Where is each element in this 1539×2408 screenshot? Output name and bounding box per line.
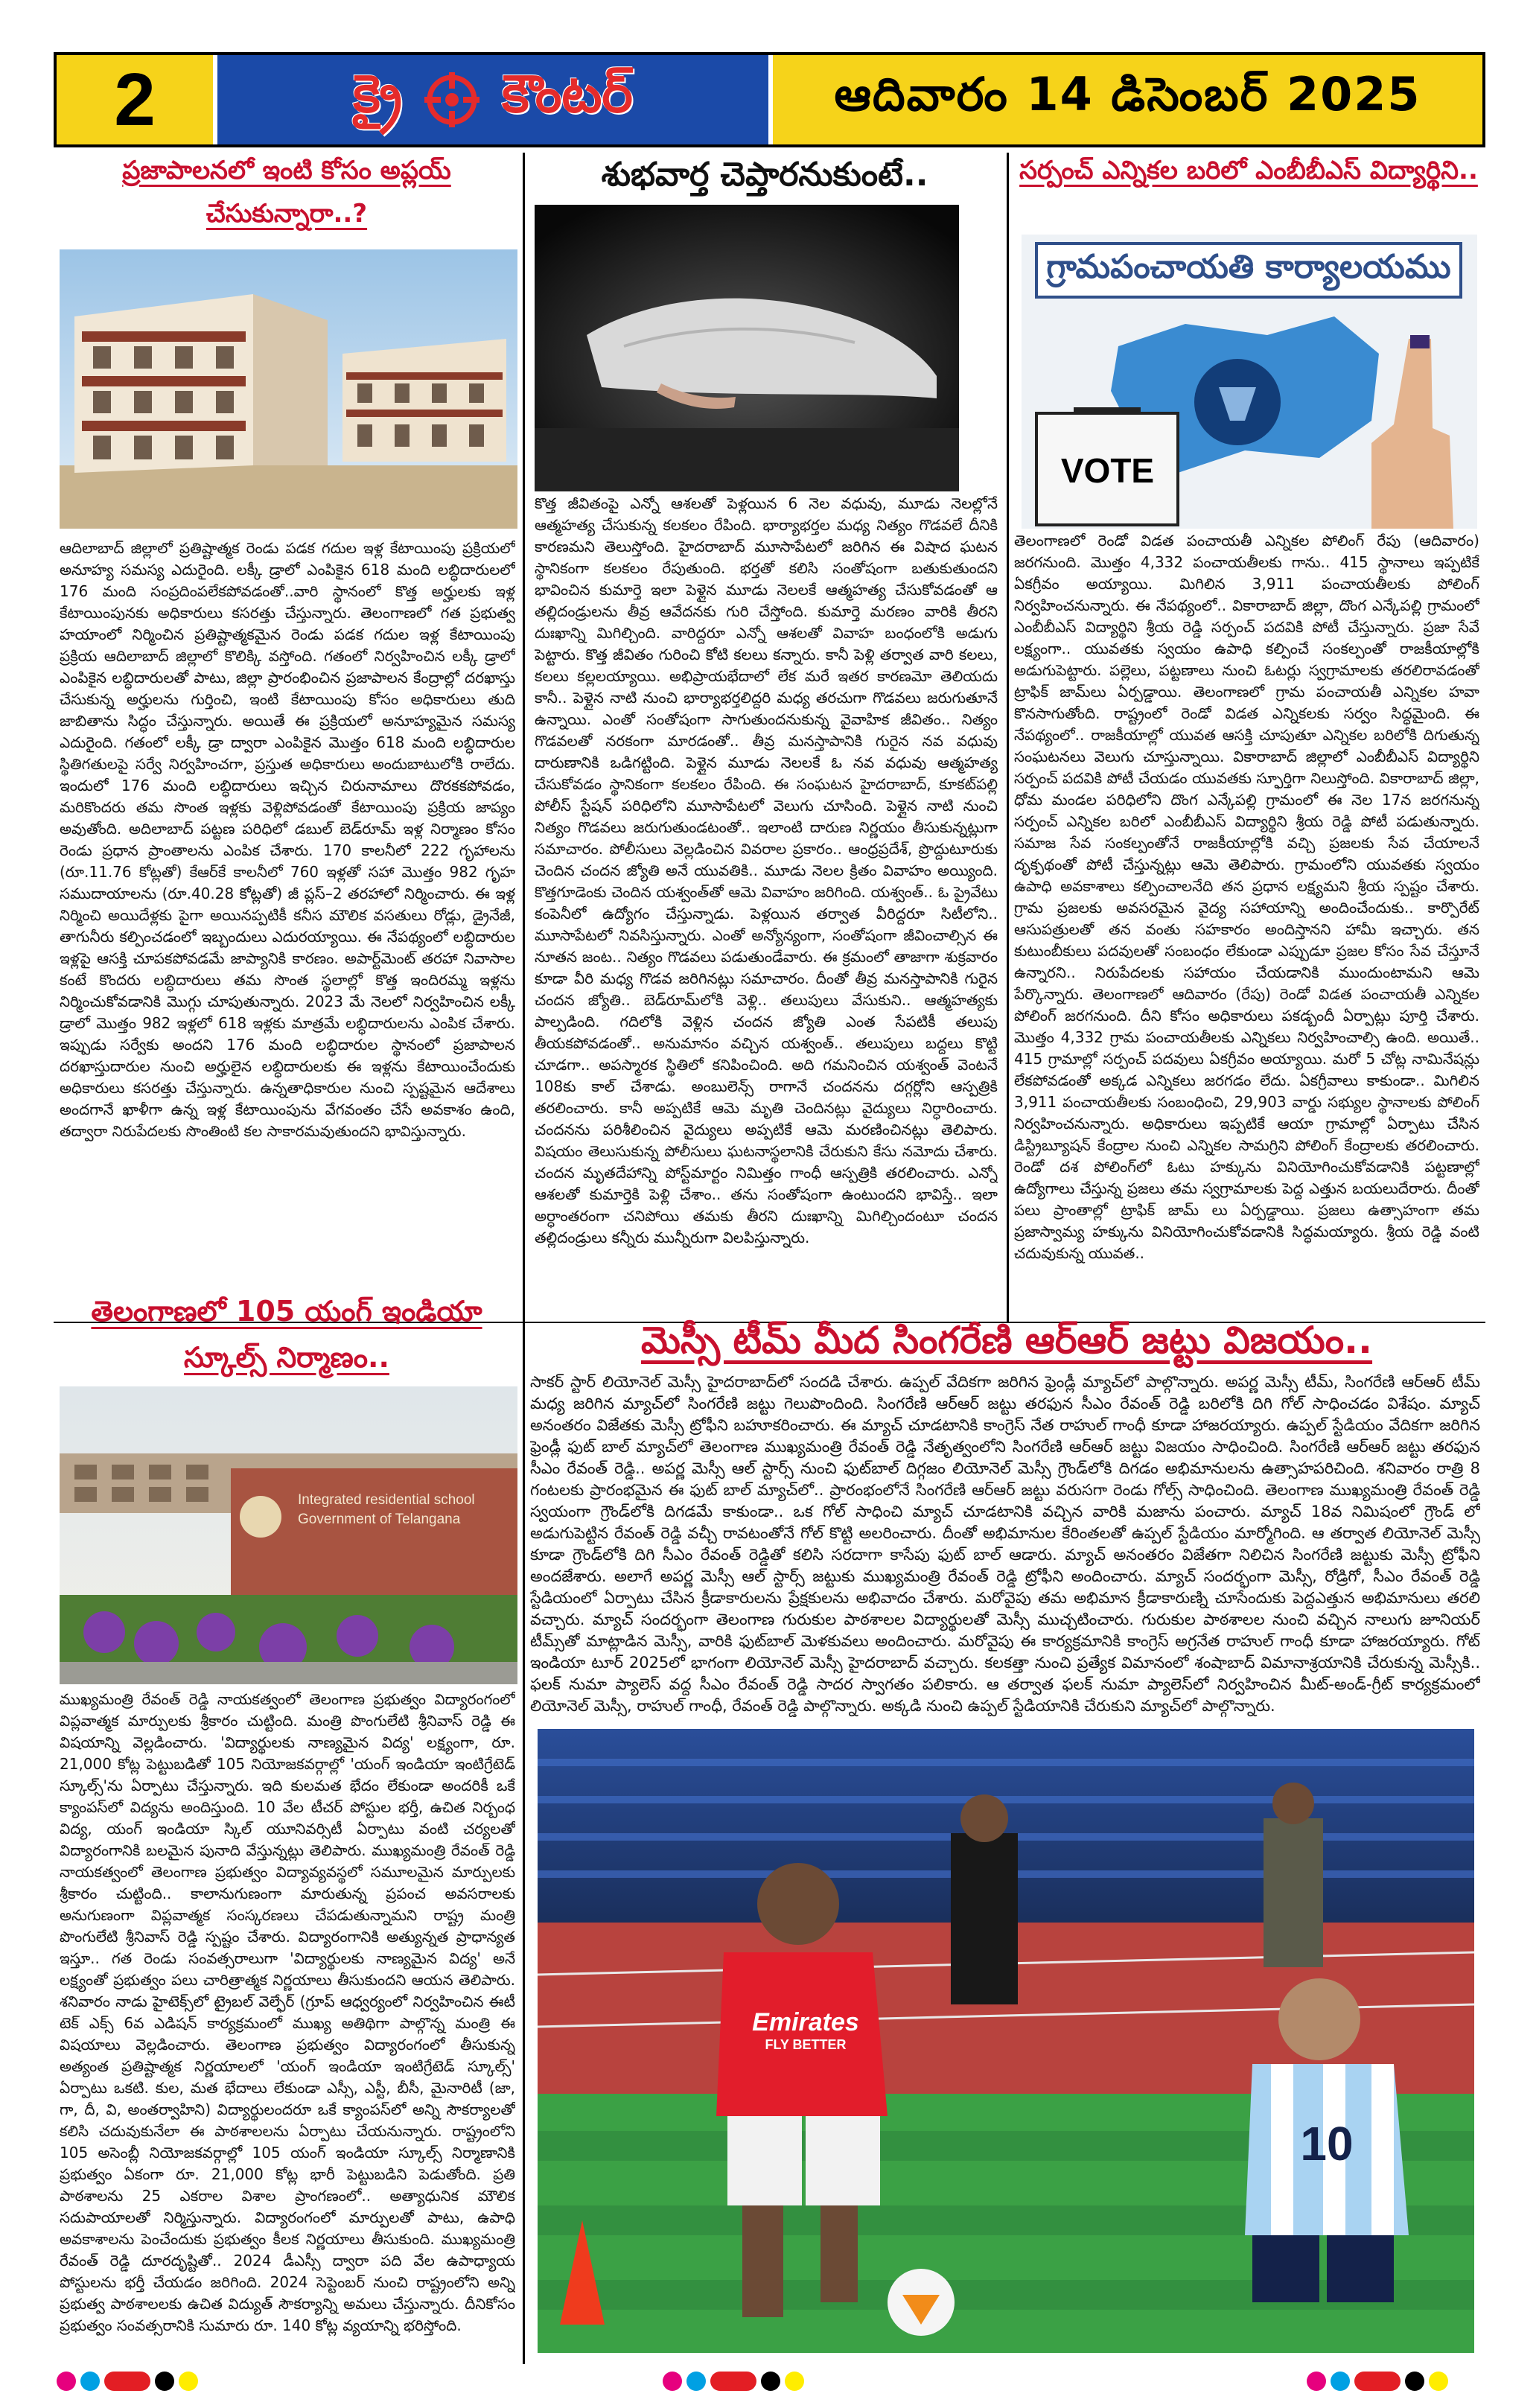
color-bar-center <box>663 2372 804 2391</box>
messi-body <box>530 1372 1480 1725</box>
sarpanch-body-text: తెలంగాణలో రెండో విడత పంచాయతీ ఎన్నికల పోలింగ్ రేపు (ఆదివారం) జరగనుంది. మొత్తం 4,332 పంచాయతీలకు గాను.. 415 స్థానాలు ఇప్పటికే ఏకగ్రీవం అయ్యాయి. మిగిలిన 3,911 పంచాయతీలకు పోలింగ్ నిర్వహించనున్నారు. ఈ నేపథ్యంలో.. వికారాబాద్ జిల్లా, దొంగ ఎన్కేపల్లి గ్రామంలో ఎంబీబీఎస్ విద్యార్థిని శ్రీయ రెడ్డి సర్పంచ్ పదవికి పోటీ చేస్తున్నారు. ప్రజా సేవే లక్ష్యంగా.. యువతకు స్వయం ఉపాధి కల్పించే సంకల్పంతో రాజకీయాల్లోకి అడుగుపెట్టారు. పల్లెలు, పట్టణాలు నుంచి ఓటర్లు స్వగ్రామాలకు తరలిరావడంతో ట్రాఫిక్ జామ్‌లు ఏర్పడ్డాయి. తెలంగాణలో గ్రామ పంచాయతీ ఎన్నికల హవా కొనసాగుతోంది. రాష్ట్రంలో రెండో విడత ఎన్నికలకు సర్వం సిద్ధమైంది. ఈ నేపథ్యంలో.. రాజకీయాల్లో యువత ఆసక్తి చూపుతూ ఎన్నికల బరిలోకి దిగుతున్న సంఘటనలు వెలుగు చూస్తున్నాయి. వికారాబాద్ జిల్లాలో ఎంబీబీఎస్ విద్యార్థిని సర్పంచ్ పదవికి పోటీ చేయడం యువతకు స్ఫూర్తిగా నిలుస్తోంది. వికారాబాద్ జిల్లా, ధోమ మండల పరిధిలోని దొంగ ఎన్కేపల్లి గ్రామంలో ఈ నెల 17న జరగనున్న సర్పంచ్ ఎన్నికల బరిలో ఎంబీబీఎస్ విద్యార్థిని శ్రీయ రెడ్డి పోటీ పడుతున్నారు. సమాజ సేవ సంకల్పంతోనే రాజకీయాల్లోకి వచ్చి ప్రజలకు సేవ చేయాలనే దృక్పథంతో పోటీ చేస్తున్నట్లు ఆమె తెలిపారు. గ్రామంలోని యువతకు స్వయం ఉపాధి అవకాశాలు కల్పించాలనేది తన ప్రధాన లక్ష్యమని శ్రీయ స్పష్టం చేశారు. గ్రామ ప్రజలకు అవసరమైన వైద్య సహాయాన్ని అందించేందుకు.. కార్పొరేట్ ఆసుపత్రులతో తన వంతు సహకారం అందిస్తానని హామీ ఇచ్చారు. తన కుటుంబీకులు పదవులతో సంబంధం లేకుండా ఎప్పుడూ ప్రజల కోసం సేవ చేస్తూనే ఉన్నారని.. నిరుపేదలకు సహాయం చేయడానికి ముందుంటామని ఆమె పేర్కొన్నారు. తెలంగాణలో ఆదివారం (రేపు) రెండో విడత పంచాయతీ ఎన్నికల పోలింగ్ జరగనుంది. దీని కోసం అధికారులు పకడ్బందీ ఏర్పాట్లు పూర్తి చేశారు. మొత్తం 4,332 గ్రామ పంచాయతీలకు ఎన్నికలు నిర్వహించాల్సి ఉంది. అయితే.. 415 గ్రామాల్లో సర్పంచ్ పదవులు ఏకగ్రీవం అయ్యాయి. మరో 5 చోట్ల నామినేషన్లు లేకపోవడంతో అక్కడ ఎన్నికలు జరగడం లేదు. ఏకగ్రీవాలు కాకుండా.. మిగిలిన 3,911 పంచాయతీలకు సంబంధించి, 29,903 వార్డు సభ్యుల స్థానాలకు పోలింగ్ నిర్వహించనున్నారు. అధికారులు ఇప్పటికే ఆయా గ్రామాల్లో ఏర్పాటు చేసిన డిస్ట్రిబ్యూషన్ కేంద్రాల నుంచి ఎన్నికల సామగ్రిని పోలింగ్ కేంద్రాలకు తరలించారు. రెండో దశ పోలింగ్‌లో ఓటు హక్కును వినియోగించుకోవడానికి పట్టణాల్లో ఉద్యోగాలు చేస్తున్న ప్రజలు తమ స్వగ్రామాలకు పెద్ద ఎత్తున బయలుదేరారు. దీంతో పలు ప్రాంతాల్లో ట్రాఫిక్ జామ్ లు ఏర్పడ్డాయి. ప్రజలు ఉత్సాహంగా తమ ప్రజాస్వామ్య హక్కును వినియోగించుకోవడానికి సిద్ధమయ్యారు. శ్రీయ రెడ్డి వంటి చదువుకున్న యువత.. <box>1014 532 1479 1262</box>
issue-date: ఆదివారం 14 డిసెంబర్ 2025 <box>773 55 1482 144</box>
death-photo <box>535 205 959 491</box>
sarpanch-photo <box>1022 235 1477 529</box>
messi-photo <box>538 1729 1474 2353</box>
messi-body-text: సాకర్ స్టార్ లియోనెల్ మెస్సీ హైదరాబాద్‌లో సందడి చేశారు. ఉప్పల్ వేదికగా జరిగిన ఫ్రెండ్లీ మ్యాచ్‌లో పాల్గొన్నారు. అపర్ణ మెస్సీ టీమ్, సింగరేణి ఆర్ఆర్ టీమ్ మధ్య జరిగిన మ్యాచ్‌లో సింగరేణి జట్టు గెలుపొందింది. సింగరేణి ఆర్ఆర్ జట్టు తరఫున సీఎం రేవంత్ రెడ్డి బరిలోకి దిగి గోల్ సాధించడం విశేషం. మ్యాచ్ అనంతరం విజేతకు మెస్సీ ట్రోఫీని బహూకరించారు. ఈ మ్యాచ్ చూడటానికి కాంగ్రెస్ నేత రాహుల్ గాంధీ కూడా హాజరయ్యారు. ఉప్పల్ స్టేడియం వేదికగా జరిగిన ఫ్రెండ్లీ ఫుట్ బాల్ మ్యాచ్‌లో తెలంగాణ ముఖ్యమంత్రి రేవంత్ రెడ్డి నేతృత్వంలోని సింగరేణి ఆర్ఆర్ జట్టు విజయం సాధించింది. సింగరేణి ఆర్ఆర్ జట్టు తరఫున సీఎం రేవంత్ రెడ్డి.. అపర్ణ మెస్సీ ఆల్ స్టార్స్ నుంచి ఫుట్‌బాల్ దిగ్గజం లియోనెల్ మెస్సీ గ్రౌండ్‌లోకి దిగడం అభిమానులను ఉత్సాహపరిచింది. శనివారం రాత్రి 8 గంటలకు ప్రారంభమైన ఈ ఫుట్ బాల్ మ్యాచ్‌లో.. ప్రారంభంలోనే సింగరేణి ఆర్ఆర్ జట్టు వరుసగా రెండు గోల్స్ సాధించింది. తెలంగాణ ముఖ్యమంత్రి రేవంత్ రెడ్డి స్వయంగా గ్రౌండ్‌లోకి దిగడమే కాకుండా.. ఒక గోల్ సాధించి మ్యాచ్ చూడటానికి వచ్చిన వారికి మజాను పంచారు. మ్యాచ్ 18వ నిమిషంలో గ్రౌండ్ లో అడుగుపెట్టిన రేవంత్ రెడ్డి వచ్చీ రావటంతోనే గోల్ కొట్టి అలరించారు. దీంతో అభిమానుల కేరింతలతో ఉప్పల్ స్టేడియం మార్మోగింది. ఆ తర్వాత లియోనెల్ మెస్సీ కూడా గ్రౌండ్‌లోకి దిగి సీఎం రేవంత్ రెడ్డితో కలిసి సరదాగా కాసేపు ఫుట్ బాల్ ఆడారు. మ్యాచ్ అనంతరం విజేతగా నిలిచిన సింగరేణి జట్టుకు మెస్సీ ట్రోఫీని అందజేశారు. అలాగే అపర్ణ మెస్సీ ఆల్ స్టార్స్ జట్టుకు ముఖ్యమంత్రి రేవంత్ రెడ్డి ట్రోఫీని అందించారు. మ్యాచ్ సందర్భంగా మెస్సీ, రోడ్రిగో, సీఎం రేవంత్ రెడ్డి స్టేడియంలో ఏర్పాటు చేసిన క్రీడాకారులను ప్రేక్షకులను అభివాదం చేశారు. మరోవైపు తమ అభిమాన క్రీడాకారుణ్ని చూసేందుకు పెద్దఎత్తున అభిమానులు తరలి వచ్చారు. మ్యాచ్ సందర్భంగా తెలంగాణ గురుకుల పాఠశాలల విద్యార్థులతో మెస్సీ ముచ్చటించారు. గురుకుల పాఠశాలల నుంచి వచ్చిన నాలుగు జూనియర్ టీమ్స్‌తో మాట్లాడిన మెస్సీ, వారికి ఫుట్‌బాల్ మెళకువలు అందించారు. మరోవైపు ఈ కార్యక్రమానికి కాంగ్రెస్ అగ్రనేత రాహుల్ గాంధీ కూడా హాజరయ్యారు. గోట్ ఇండియా టూర్ 2025లో భాగంగా లియోనెల్ మెస్సీ హైదరాబాద్ వచ్చారు. కలకత్తా నుంచి ప్రత్యేక విమానంలో శంషాబాద్ విమానాశ్రయానికి చేరుకున్న మెస్సీకి.. ఫలక్ నుమా ప్యాలెస్ వద్ద సీఎం రేవంత్ రెడ్డి సాదర స్వాగతం పలికారు. ఆ తర్వాత ఫలక్ నుమా ప్యాలెస్‌లో నిర్వహించిన మీట్-అండ్-గ్రీట్ కార్యక్రమంలో లియోనెల్ మెస్సీ, రాహుల్ గాంధీ, రేవంత్ రెడ్డి పాల్గొన్నారు. అక్కడి నుంచి ఉప్పల్ స్టేడియానికి చేరుకుని మ్యాచ్‌లో పాల్గొన్నారు. <box>530 1373 1480 1715</box>
death-body <box>535 493 998 1308</box>
death-body-text: కొత్త జీవితంపై ఎన్నో ఆశలతో పెళ్లయిన 6 నెల వధువు, మూడు నెలల్లోనే ఆత్మహత్య చేసుకున్న కలకలం రేపింది. భార్యాభర్తల మధ్య నిత్యం గొడవలే దీనికి కారణమని తెలుస్తోంది. హైదరాబాద్ మూసాపేటలో జరిగిన ఈ విషాద ఘటన స్థానికంగా కలకలం రేపుతుంది. భర్తతో కలిసి సంతోషంగా బతుకుతుందని భావించిన కుమార్తె ఇలా పెళ్లైన మూడు నెలలకే ఆత్మహత్య చేసుకోవడంతో ఆ తల్లిదండ్రులను తీవ్ర ఆవేదనకు గురి చేస్తోంది. కుమార్తె మరణం వారికి తీరని దుఃఖాన్ని మిగిల్చింది. వారిద్దరూ ఎన్నో ఆశలతో వివాహ బంధంలోకి అడుగు పెట్టారు. కొత్త జీవితం గురించి కోటి కలలు కన్నారు. కానీ పెళ్లి తర్వాత వారి కలలు, కలలు కల్లలయ్యాయి. అభిప్రాయభేదాలో లేక మరే ఇతర కారణమో తెలియదు కానీ.. పెళ్లైన నాటి నుంచి భార్యాభర్తలిద్దరి మధ్య తరచుగా గొడవలు జరుగుతూనే ఉన్నాయి. ఎంతో సంతోషంగా సాగుతుందనుకున్న వైవాహిక జీవితం.. నిత్యం గొడవలతో నరకంగా మారడంతో.. తీవ్ర మనస్తాపానికి గురైన నవ వధువు దారుణానికి ఒడిగట్టింది. పెళ్లైన మూడు నెలలకే ఓ నవ వధువు ఆత్మహత్య చేసుకోవడం స్థానికంగా కలకలం రేపింది. ఈ సంఘటన హైదరాబాద్, కూకట్‌పల్లి పోలీస్ స్టేషన్ పరిధిలోని మూసాపేటలో వెలుగు చూసింది. పెళ్లైన నాటి నుంచి నిత్యం గొడవలు జరుగుతుండటంతో.. ఇలాంటి దారుణ నిర్ణయం తీసుకున్నట్లుగా సమాచారం. పోలీసులు వెల్లడించిన వివరాల ప్రకారం.. ఆంధ్రప్రదేశ్, ప్రొద్దుటూరుకు చెందిన చందన జ్యోతి అనే యువతికి.. మూడు నెలల క్రితం వివాహం అయ్యింది. కొత్తగూడెంకు చెందిన యశ్వంత్‌తో ఆమె వివాహం జరిగింది. యశ్వంత్.. ఓ ప్రైవేటు కంపెనీలో ఉద్యోగం చేస్తున్నాడు. పెళ్లయిన తర్వాత వీరిద్దరూ సిటీలోని.. మూసాపేటలో నివసిస్తున్నారు. ఎంతో అన్యోన్యంగా, సంతోషంగా జీవించాల్సిన ఈ నూతన జంట.. నిత్యం గొడవలు పడుతుండేవారు. ఈ క్రమంలో తాజాగా శుక్రవారం కూడా వీరి మధ్య గొడవ జరిగినట్లు సమాచారం. దీంతో తీవ్ర మనస్తాపానికి గురైన చందన జ్యోతి.. బెడ్‌రూమ్‌లోకి వెళ్లి.. తలుపులు వేసుకుని.. ఆత్మహత్యకు పాల్పడింది. గదిలోకి వెళ్లిన చందన జ్యోతి ఎంత సేపటికీ తలుపు తీయకపోవడంతో.. అనుమానం వచ్చిన యశ్వంత్.. తలుపులు బద్దలు కొట్టి చూడగా.. అపస్మారక స్థితిలో కనిపించింది. అది గమనించిన యశ్వంత్ వెంటనే 108కు కాల్ చేశాడు. అంబులెన్స్ రాగానే చందనను దగ్గర్లోని ఆస్పత్రికి తరలించారు. కానీ అప్పటికే ఆమె మృతి చెందినట్లు వైద్యులు నిర్ధారించారు. చందనను పరిశీలించిన వైద్యులు అప్పటికే ఆమె మరణించినట్లు తెలిపారు. విషయం తెలుసుకున్న పోలీసులు ఘటనాస్థలానికి చేరుకుని కేసు నమోదు చేశారు. చందన మృతదేహాన్ని పోస్ట్‌మార్టం నిమిత్తం గాంధీ ఆస్పత్రికి తరలించారు. ఎన్నో ఆశలతో కుమార్తెకి పెళ్లి చేశాం.. తను సంతోషంగా ఉంటుందని భావిస్తే.. ఇలా అర్ధాంతరంగా చనిపోయి తమకు తీరని దుఃఖాన్ని మిగిల్చిందంటూ చందన తల్లిదండ్రులు కన్నీరు మున్నీరుగా విలపిస్తున్నారు. <box>535 494 998 1246</box>
jersey-brand: Emirates <box>752 2008 859 2036</box>
shirt-number: 10 <box>1300 2117 1354 2170</box>
logo-word-2: కౌంటర్ <box>502 63 633 124</box>
schools-photo <box>60 1386 517 1684</box>
column-divider-left <box>523 153 525 1322</box>
housing-body <box>60 538 515 1282</box>
column-divider-right <box>1007 153 1009 1322</box>
crosshair-icon <box>423 71 481 129</box>
sarpanch-body <box>1014 530 1479 1308</box>
messi-headline: మెస్సీ టీమ్ మీద సింగరేణి ఆర్ఆర్ జట్టు విజయం.. <box>640 1319 1373 1362</box>
panchayat-sign: గ్రామపంచాయతి కార్యాలయము <box>1046 248 1451 286</box>
column-divider-bottom <box>523 1322 525 2364</box>
school-sign-line-2: Government of Telangana <box>298 1512 461 1527</box>
school-sign-line-1: Integrated residential school <box>298 1492 475 1508</box>
logo <box>217 55 768 144</box>
color-bar-left <box>57 2372 198 2391</box>
jersey-sub: FLY BETTER <box>765 2037 847 2052</box>
housing-headline: ప్రజాపాలనలో ఇంటి కోసం అప్లయ్ చేసుకున్నారా..? <box>122 156 451 229</box>
vote-box-label: VOTE <box>1060 451 1155 490</box>
housing-photo <box>60 249 517 529</box>
housing-body-text: ఆదిలాబాద్ జిల్లాలో ప్రతిష్టాత్మక రెండు పడక గదుల ఇళ్ల కేటాయింపు ప్రక్రియలో అనూహ్య సమస్య ఎదురైంది. లక్కీ డ్రాలో ఎంపికైన 618 మంది లబ్ధిదారులలో 176 మంది సంప్రదింపలేకపోవడంతో..వారి స్థానంలో కొత్త అర్హులకు ఇళ్ల కేటాయింపునకు అధికారులు కసరత్తు చేస్తున్నారు. తెలంగాణలో గత ప్రభుత్వ హయాంలో నిర్మించిన ప్రతిష్టాత్మకమైన రెండు పడక గదుల ఇళ్ల కేటాయింపు ప్రక్రియ ఆదిలాబాద్ జిల్లాలో కొలిక్కి వస్తోంది. గతంలో నిర్వహించిన లక్కీ డ్రాలో ఎంపికైన లబ్ధిదారులతో పాటు, జిల్లా ప్రారంభించిన ప్రజాపాలన కేంద్రాల్లో దరఖాస్తు చేసుకున్న అర్హులను గుర్తించి, ఇంటి కేటాయింపు కోసం అధికారులు తుది జాబితాను సిద్ధం చేస్తున్నారు. అయితే ఈ ప్రక్రియలో అనూహ్యమైన సమస్య ఎదురైంది. గతంలో లక్కీ డ్రా ద్వారా ఎంపికైన మొత్తం 618 మంది లబ్ధిదారుల స్థితిగతులపై సర్వే నిర్వహించగా, ప్రస్తుత అధికారులు అందుబాటులోకి రాలేదు. ఇందులో 176 మంది లబ్ధిదారులు ఇచ్చిన చిరునామాలు దొరకకపోవడం, మరికొందరు తమ సొంత ఇళ్లకు వెళ్లిపోవడంతో కేటాయింపు ప్రక్రియ జాప్యం అవుతోంది. అదిలాబాద్ పట్టణ పరిధిలో డబుల్ బెడ్‌రూమ్ ఇళ్ల నిర్మాణం కోసం రెండు ప్రధాన ప్రాంతాలను ఎంపిక చేశారు. 170 కాలనీలో 222 గృహాలను (రూ.11.76 కోట్లతో) కేఆర్‌కే కాలనీలో 760 ఇళ్లతో సహా మొత్తం 982 గృహ సముదాయాలను (రూ.40.28 కోట్లతో) జీ ప్లస్–2 తరహాలో నిర్మించారు. ఈ ఇళ్ల నిర్మించి అయిదేళ్లకు పైగా అయినప్పటికీ కనీస మౌలిక వసతులు రోడ్లు, డ్రైనేజీ, తాగునీరు కల్పించడంలో ఇబ్బందులు ఎదురయ్యాయి. ఈ నేపథ్యంలో లబ్ధిదారుల ఇళ్లపై ఆసక్తి చూపకపోవడమే జాప్యానికి కారణం. అపార్ట్‌మెంట్ తరహా నివాసాల కంటే కొందరు లబ్ధిదారులు తమ సొంత స్థలాల్లో కొత్త ఇందిరమ్మ ఇళ్లను నిర్మించుకోవడానికి మొగ్గు చూపుతున్నారు. 2023 మే నెలలో నిర్వహించిన లక్కీ డ్రాలో మొత్తం 982 ఇళ్లలో 618 ఇళ్లకు మాత్రమే లబ్ధిదారులను ఎంపిక చేశారు. ఇప్పుడు సర్వేకు అందని 176 మంది లబ్ధిదారుల స్థానంలో ప్రజాపాలన దరఖాస్తుదారుల నుంచి అర్హులైన లబ్ధిదారులకు ఈ ఇళ్లను కేటాయించేందుకు అధికారులు కసరత్తు చేస్తున్నారు. ఉన్నతాధికారుల నుంచి స్పష్టమైన ఆదేశాలు అందగానే ఖాళీగా ఉన్న ఇళ్ల కేటాయింపును వేగవంతం చేసే అవకాశం ఉంది, తద్వారా నిరుపేదలకు సొంతింటి కల సాకారమవుతుందని భావిస్తున్నారు. <box>60 539 515 1140</box>
sarpanch-headline: సర్పంచ్ ఎన్నికల బరిలో ఎంబీబీఎస్ విద్యార్థిని.. <box>1019 156 1478 185</box>
death-headline: శుభవార్త చెప్తారనుకుంటే.. <box>601 156 928 194</box>
color-bar-right <box>1307 2372 1448 2391</box>
schools-body-text: ముఖ్యమంత్రి రేవంత్ రెడ్డి నాయకత్వంలో తెలంగాణ ప్రభుత్వం విద్యారంగంలో విప్లవాత్మక మార్పులకు శ్రీకారం చుట్టింది. మంత్రి పొంగులేటి శ్రీనివాస్ రెడ్డి ఈ విషయాన్ని వెల్లడించారు. 'విద్యార్థులకు నాణ్యమైన విద్య' లక్ష్యంగా, రూ. 21,000 కోట్ల పెట్టుబడితో 105 నియోజకవర్గాల్లో 'యంగ్ ఇండియా ఇంటిగ్రేటెడ్ స్కూల్స్'ను ఏర్పాటు చేస్తున్నారు. ఇది కులమత భేదం లేకుండా అందరికీ ఒకే క్యాంపస్‌లో విద్యను అందిస్తుంది. 10 వేల టీచర్ పోస్టుల భర్తీ, ఉచిత నిర్బంధ విద్య, యంగ్ ఇండియా స్కిల్ యూనివర్సిటీ ఏర్పాటు వంటి చర్యలతో విద్యారంగానికి బలమైన పునాది వేస్తున్నట్లు తెలిపారు. ముఖ్యమంత్రి రేవంత్ రెడ్డి నాయకత్వంలో తెలంగాణ ప్రభుత్వం విద్యావ్యవస్థలో సమూలమైన మార్పులకు శ్రీకారం చుట్టింది.. కాలానుగుణంగా మారుతున్న ప్రపంచ అవసరాలకు అనుగుణంగా విప్లవాత్మక సంస్కరణలు చేపడుతున్నామని రాష్ట్ర మంత్రి పొంగులేటి శ్రీనివాస్ రెడ్డి స్పష్టం చేశారు. విద్యారంగానికి అత్యున్నత ప్రాధాన్యత ఇస్తూ.. గత రెండు సంవత్సరాలుగా 'విద్యార్థులకు నాణ్యమైన విద్య' అనే లక్ష్యంతో ప్రభుత్వం పలు చారిత్రాత్మక నిర్ణయాలు తీసుకుందని ఆయన తెలిపారు. శనివారం నాడు హైటెక్స్‌లో ట్రైబల్ వెల్ఫేర్ (గ్రూప్ ఆధ్వర్యంలో నిర్వహించిన ఈటీ టెక్ ఎక్స్ 6వ ఎడిషన్ కార్యక్రమంలో ముఖ్య అతిథిగా పాల్గొన్న మంత్రి ఈ విషయాలు వెల్లడించారు. తెలంగాణ ప్రభుత్వం విద్యారంగంలో తీసుకున్న అత్యంత ప్రతిష్టాత్మక నిర్ణయాలలో 'యంగ్ ఇండియా ఇంటిగ్రేటెడ్ స్కూల్స్' ఏర్పాటు ఒకటి. కుల, మత భేదాలు లేకుండా ఎస్సీ, ఎస్టీ, బీసీ, మైనారిటీ (జా, గా, దీ, వి, అంతర్వాహిని) విద్యార్థులందరూ ఒకే క్యాంపస్‌లో అన్ని సౌకర్యాలతో కలిసి చదువుకునేలా ఈ పాఠశాలలను ఏర్పాటు చేయనున్నారు. రాష్ట్రంలోని 105 అసెంబ్లీ నియోజకవర్గాల్లో 105 యంగ్ ఇండియా స్కూల్స్ నిర్మాణానికి ప్రభుత్వం ఏకంగా రూ. 21,000 కోట్ల భారీ పెట్టుబడిని పెడుతోంది. ప్రతి పాఠశాలను 25 ఎకరాల విశాల ప్రాంగణంలో.. అత్యాధునిక మౌలిక సదుపాయాలతో నిర్మిస్తున్నారు. విద్యారంగంలో మార్పులతో పాటు, ఉపాధి అవకాశాలను పెంచేందుకు ప్రభుత్వం కీలక నిర్ణయాలు తీసుకుంది. ముఖ్యమంత్రి రేవంత్ రెడ్డి దూరదృష్టితో.. 2024 డీఎస్సీ ద్వారా పది వేల ఉపాధ్యాయ పోస్టులను భర్తీ చేయడం జరిగింది. 2024 సెప్టెంబర్ నుంచి రాష్ట్రంలోని అన్ని ప్రభుత్వ పాఠశాలలకు ఉచిత విద్యుత్ సౌకర్యాన్ని అమలు చేస్తున్నారు. దీనికోసం ప్రభుత్వం సంవత్సరానికి సుమారు రూ. 140 కోట్ల వ్యయాన్ని భరిస్తోంది. <box>60 1690 515 2334</box>
logo-word-1: క్రై <box>353 63 403 124</box>
schools-headline: తెలంగాణలో 105 యంగ్ ఇండియా స్కూల్స్ నిర్మాణం.. <box>91 1295 482 1374</box>
page-number: 2 <box>57 55 213 144</box>
schools-body <box>60 1689 515 2357</box>
